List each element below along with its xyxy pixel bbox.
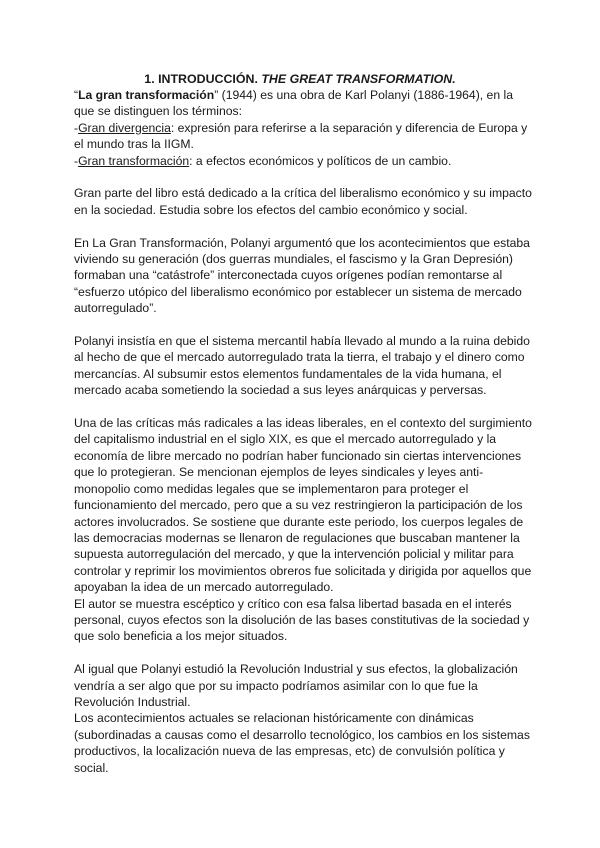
paragraph-autor-esceptico: El autor se muestra escéptico y crítico con esa falsa libertad basada en el interés personal, cuyos efectos son la disolución de las bases constitutivas de la sociedad y que solo beneficia a los mejor situados. <box>74 596 530 644</box>
heading-subtitle: THE GREAT TRANSFORMATION. <box>261 72 456 86</box>
paragraph-sistema-mercantil: Polanyi insistía en que el sistema mercantil había llevado al mundo a la ruina debido al hecho de que el mercado autorregulado trata la tierra, el trabajo y el dinero como mercancías. Al subsumir estos elementos fundamentales de la vida humana, el mercado acaba sometiendo la sociedad a sus leyes anárquicas y perversas. <box>74 334 530 398</box>
paragraph-globalizacion: Al igual que Polanyi estudió la Revolución Industrial y sus efectos, la globalización vendría a ser algo que por su impacto podríamos asimilar con lo que fue la Revolución Industrial. <box>74 662 518 709</box>
heading-number: 1. INTRODUCCIÓN. <box>144 72 258 86</box>
paragraph-critica-liberalismo: Gran parte del libro está dedicado a la crítica del liberalismo económico y su impacto en la sociedad. Estudia sobre los efectos del cambio económico y social. <box>74 186 532 217</box>
term-gran-transformacion <box>74 153 534 169</box>
paragraph-criticas-radicales: Una de las críticas más radicales a las ideas liberales, en el contexto del surgimiento del capitalismo industrial en el siglo XIX, es que el mercado autorregulado y la economía de libre mercado no podrían haber funcionado sin ciertas intervenciones que lo protegieran. Se mencionan ejemplos de leyes sindicales y leyes anti-monopolio como medidas legales que se implementaron para proteger el funcionamiento del mercado, pero que a su vez restringieron la participación de los actores involucrados. Se sostiene que durante este periodo, los cuerpos legales de las democracias modernas se llenaron de regulaciones que buscaban mantener la supuesta autorregulación del mercado, y que la intervención policial y militar para controlar y reprimir los movimientos obreros fue solicitada y dirigida por aquellos que apoyaban la idea de un mercado autorregulado. <box>74 416 532 595</box>
paragraph-catastrofe: En La Gran Transformación, Polanyi argumentó que los acontecimientos que estaba viviendo su generación (dos guerras mundiales, el fascismo y la Gran Depresión) formaban una “catástrofe” interconectada cuyos orígenes podían remontarse al “esfuerzo utópico del liberalismo económico por establecer un sistema de mercado autorregulado”. <box>74 235 530 316</box>
book-title: La gran transformación <box>78 88 215 102</box>
term-prefix: - <box>74 120 79 135</box>
intro-paragraph <box>74 87 534 120</box>
intro-text: ” (1944) es una obra de Karl Polanyi (1886-1964), en la que se distinguen los términos: <box>74 88 513 119</box>
term-definition: : expresión para referirse a la separación y diferencia de Europa y el mundo tras la IIGM. <box>74 120 528 152</box>
term-name: Gran transformación <box>78 153 190 168</box>
open-quote: “ <box>74 88 79 102</box>
section-heading <box>0 71 600 87</box>
paragraph-acontecimientos-actuales: Los acontecimientos actuales se relacionan históricamente con dinámicas (subordinadas a causas como el desarrollo tecnológico, los cambios en los sistemas productivos, la localización nueva de las empresas, etc) de convulsión política y social. <box>74 711 530 775</box>
document-body <box>74 87 534 776</box>
term-name: Gran divergencia <box>78 120 171 135</box>
term-prefix: - <box>74 153 79 168</box>
term-gran-divergencia <box>74 120 534 153</box>
term-definition: : a efectos económicos y políticos de un cambio. <box>189 153 452 168</box>
